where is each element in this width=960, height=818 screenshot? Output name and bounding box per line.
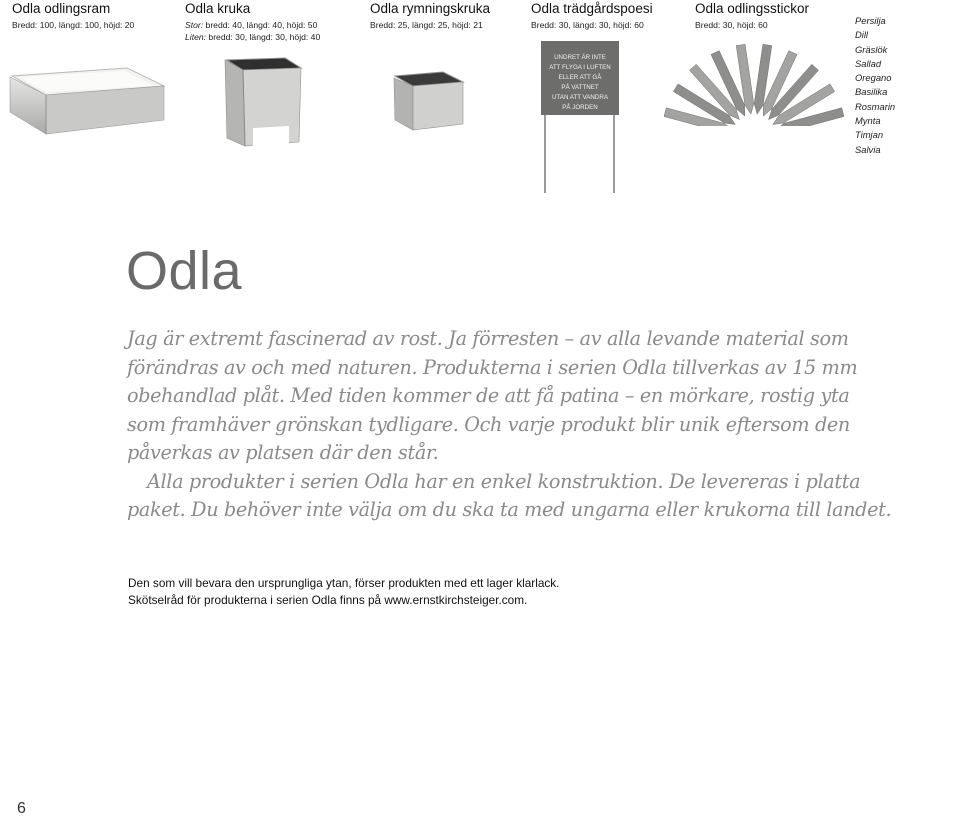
text-line: obehandlad plåt. Med tiden kommer de att få patina – en mörkare, rostig yta bbox=[127, 384, 850, 407]
care-instructions bbox=[128, 575, 559, 609]
herb-item: Timjan bbox=[855, 129, 884, 141]
product-title: Odla odlingsram bbox=[12, 1, 111, 16]
product-dimensions-small: Liten: bredd: 30, längd: 30, höjd: 40 bbox=[185, 32, 321, 42]
product-odlingsram bbox=[12, 0, 134, 31]
page-title: Odla bbox=[126, 241, 243, 301]
odlingsram-image bbox=[6, 62, 168, 140]
herb-item: Mynta bbox=[855, 115, 881, 127]
product-kruka bbox=[185, 0, 320, 43]
text-line: Jag är extremt fascinerad av rost. Ja förresten – av alla levande material som bbox=[127, 327, 849, 350]
odlingsstickor-image bbox=[664, 44, 844, 126]
product-dimensions: Bredd: 100, längd: 100, höjd: 20 bbox=[12, 20, 135, 30]
kruka-image bbox=[223, 54, 303, 150]
intro-text bbox=[127, 325, 957, 525]
tradgardspoesi-sign bbox=[539, 39, 621, 195]
sign-line: ATT FLYGA I LUFTEN bbox=[549, 64, 611, 71]
sign-line: ELLER ATT GÅ bbox=[558, 74, 602, 81]
care-line: Den som vill bevara den ursprungliga ytan, förser produkten med ett lager klarlack. bbox=[128, 576, 560, 590]
product-title: Odla odlingsstickor bbox=[695, 1, 810, 16]
sign-line: PÅ JORDEN bbox=[562, 104, 598, 111]
product-rymningskruka bbox=[370, 0, 490, 31]
product-dimensions: Bredd: 25, längd: 25, höjd: 21 bbox=[370, 20, 483, 30]
product-dimensions-large: Stor: bredd: 40, längd: 40, höjd: 50 bbox=[185, 20, 318, 30]
text-line: förändras av och med naturen. Produkterna i serien Odla tillverkas av 15 mm bbox=[127, 355, 858, 379]
text-line: som framhäver grönskan tydligare. Och varje produkt blir unik eftersom den bbox=[127, 412, 850, 436]
product-dimensions: Bredd: 30, höjd: 60 bbox=[695, 20, 768, 30]
herb-item: Rosmarin bbox=[855, 100, 896, 112]
herb-item: Dill bbox=[855, 29, 869, 41]
product-odlingsstickor bbox=[695, 0, 809, 31]
product-title: Odla trädgårdspoesi bbox=[531, 1, 653, 16]
rymningskruka-image bbox=[391, 70, 467, 132]
sign-line: UTAN ATT VANDRA bbox=[552, 94, 608, 101]
herb-item: Persilja bbox=[855, 15, 886, 26]
product-tradgardspoesi bbox=[531, 0, 653, 31]
herb-item: Sallad bbox=[855, 57, 882, 69]
product-dimensions: Bredd: 30, längd: 30, höjd: 60 bbox=[531, 20, 644, 30]
product-title: Odla rymningskruka bbox=[370, 1, 491, 16]
sign-line: UNDRET ÄR INTE bbox=[554, 54, 606, 61]
text-line: påverkas av platsen där den står. bbox=[127, 441, 439, 464]
care-line: Skötselråd för produkterna i serien Odla finns på www.ernstkirchsteiger.com. bbox=[128, 593, 528, 607]
herb-list bbox=[855, 14, 895, 157]
herb-item: Basilika bbox=[855, 86, 888, 98]
sign-line: PÅ VATTNET bbox=[561, 84, 599, 91]
text-line: Alla produkter i serien Odla har en enkel konstruktion. De levereras i platta bbox=[147, 469, 861, 493]
text-line: paket. Du behöver inte välja om du ska ta med ungarna eller krukorna till landet. bbox=[127, 498, 892, 521]
product-title: Odla kruka bbox=[185, 1, 251, 16]
herb-item: Gräslök bbox=[855, 43, 888, 55]
page-number: 6 bbox=[17, 800, 26, 817]
herb-item: Salvia bbox=[855, 143, 881, 155]
herb-item: Oregano bbox=[855, 72, 892, 84]
